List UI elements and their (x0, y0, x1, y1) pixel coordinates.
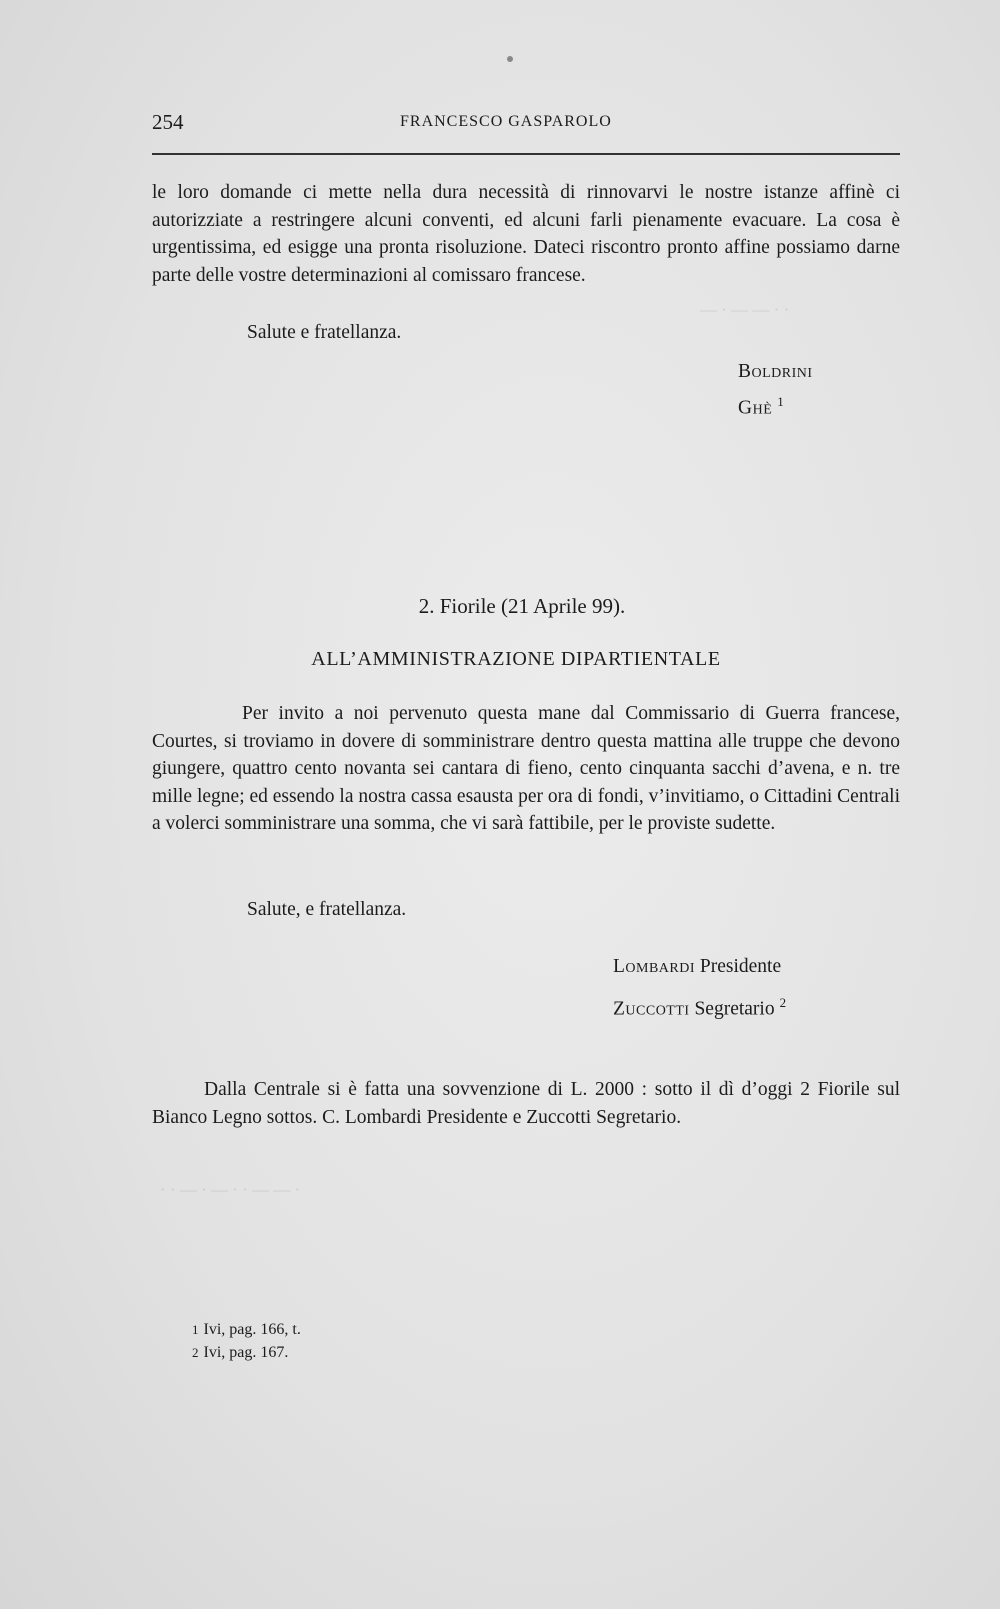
footnotes (192, 1318, 301, 1364)
section-title: 2. Fiorile (21 Aprile 99). (418, 594, 626, 618)
letter1-closing: Salute e fratellanza. (247, 322, 402, 343)
footnote-text: Ivi, pag. 167. (203, 1344, 289, 1361)
page-number: 254 (152, 110, 184, 134)
signature-boldrini (738, 361, 813, 383)
signature-name: Ghè (738, 397, 773, 419)
letter1-body (152, 179, 900, 289)
letter-heading: ALL’AMMINISTRAZIONE DIPARTIENTALE (311, 648, 721, 670)
letter2-paragraph: Per invito a noi pervenuto questa mane dal Commissario di Guerra francese, Courtes, si troviamo in dovere di somministrare dentro questa mattina alle truppe che devono giungere, quattro cento novanta sei cantara di fieno, cento cinquanta sacchi d’avena, e n. tre mille legne; ed essendo la nostra cassa esausta per ora di fondi, v’invitiamo, o Cittadini Centrali a volerci somministrare una somma, che vi sarà fattibile, per le proviste sudette. (152, 703, 900, 834)
signature-name: Zuccotti (613, 998, 690, 1020)
signature-ghe (738, 394, 784, 420)
footnote-ref: 2 (779, 995, 787, 1010)
letter1-paragraph: le loro domande ci mette nella dura necessità di rinnovarvi le nostre istanze affinè ci autorizziate a restringere alcuni conventi, ed alcuni farli pienamente evacuare. La cosa è urgentissima, ed esigge una pronta risoluzione. Dateci riscontro pronto affine possiamo darne parte delle vostre determinazioni al comissaro francese. (152, 182, 900, 286)
signature-role: Segretario (694, 998, 775, 1020)
footnote-1 (192, 1318, 301, 1341)
header-rule (152, 153, 900, 155)
footnote-2 (192, 1341, 301, 1364)
footnote-mark: 1 (192, 1322, 199, 1337)
running-head (152, 110, 900, 140)
running-head-title: FRANCESCO GASPAROLO (400, 113, 612, 130)
letter2-body (152, 700, 900, 838)
bleed-through-ghost: · · — · — · · — — · (160, 1180, 301, 1199)
note-paragraph: Dalla Centrale si è fatta una sovvenzione di L. 2000 : sotto il dì d’oggi 2 Fiorile sul Bianco Legno sottos. C. Lombardi Presidente e Zuccotti Segretario. (152, 1079, 900, 1128)
signature-lombardi (613, 956, 781, 978)
signature-role: Presidente (699, 956, 782, 977)
note-paragraph-block (152, 1076, 900, 1131)
signature-name: Boldrini (738, 361, 813, 382)
print-speck (507, 56, 513, 62)
letter2-closing: Salute, e fratellanza. (247, 899, 407, 920)
signature-name: Lombardi (613, 956, 696, 977)
footnote-mark: 2 (192, 1345, 199, 1360)
bleed-through-ghost: — · — — · · (700, 300, 790, 319)
footnote-ref: 1 (777, 394, 784, 409)
signature-zuccotti (613, 995, 786, 1021)
footnote-text: Ivi, pag. 166, t. (203, 1321, 301, 1338)
